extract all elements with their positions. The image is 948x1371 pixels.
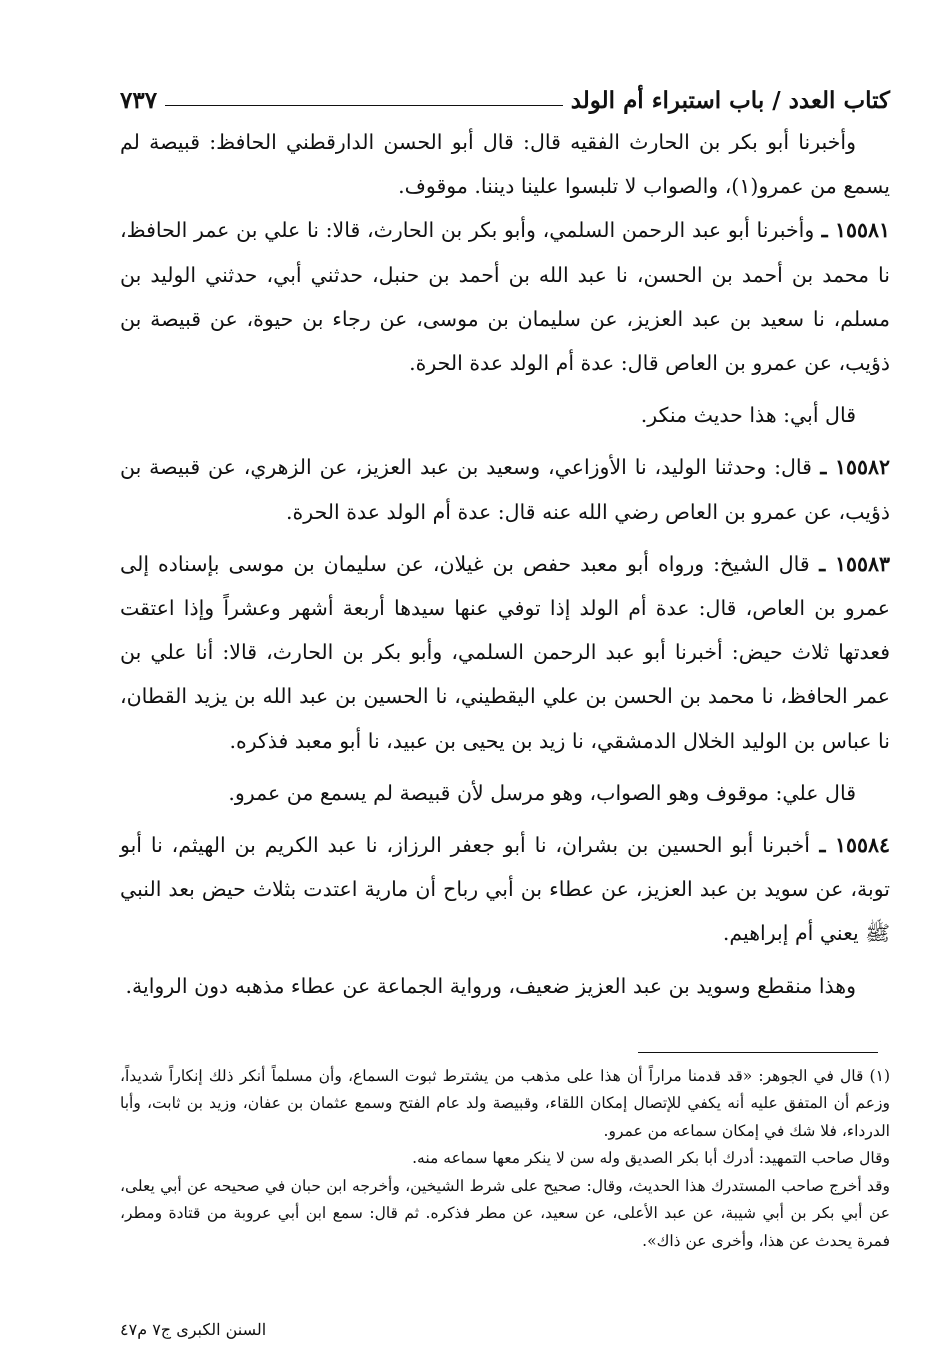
page-number: ٧٣٧ bbox=[120, 87, 158, 114]
footnote: وقد أخرج صاحب المستدرك هذا الحديث، وقال: صحيح على شرط الشيخين، وأخرجه ابن حبان في صحيحه عن أبي يعلى، عن أبي بكر بن أبي شيبة، عن عبد الأعلى، عن سعيد، عن مطر فذكره. ثم قال: سمع ابن أبي عروبة من قتادة ومطر، فمرة يحدث عن هذا، وأخرى عن ذاك». bbox=[120, 1176, 890, 1250]
printer-signature: السنن الكبرى ج٧ م٤٧ bbox=[120, 1320, 267, 1339]
paragraph bbox=[120, 823, 890, 956]
paragraph-text: أخبرنا أبو الحسين بن بشران، نا أبو جعفر الرزاز، نا عبد الكريم بن الهيثم، نا أبو توبة، عن سويد بن عبد العزيز، عن عطاء بن أبي رباح أن مارية اعتدت بثلاث حيض بعد النبي ﷺ يعني أم إبراهيم. bbox=[120, 833, 890, 946]
paragraph-text: قال: وحدثنا الوليد، نا الأوزاعي، وسعيد بن عبد العزيز، عن الزهري، عن قبيصة بن ذؤيب، عن عمرو بن العاص رضي الله عنه قال: عدة أم الولد عدة الحرة. bbox=[120, 455, 890, 524]
footnotes bbox=[120, 1063, 890, 1256]
footnote: وقال صاحب التمهيد: أدرك أبا بكر الصديق وله سن لا ينكر معها سماعه منه. bbox=[412, 1149, 890, 1168]
footnote: (١) قال في الجوهر: «قد قدمنا مراراً أن هذا على مذهب من يشترط ثبوت السماع، وأن مسلماً أنكر ذلك إنكاراً شديداً، وزعم أن المتفق عليه أنه يكفي للإتصال إمكان اللقاء، وقبيصة ولد عام الفتح وسمع عثمان بن عفان، وزيد بن ثابت، وأبا الدرداء، فلا شك في إمكان سماعه من عمرو. bbox=[120, 1066, 890, 1140]
paragraph-text: وهذا منقطع وسويد بن عبد العزيز ضعيف، ورواية الجماعة عن عطاء مذهبه دون الرواية. bbox=[125, 973, 856, 998]
paragraph-text: قال الشيخ: ورواه أبو معبد حفص بن غيلان، عن سليمان بن موسى بإسناده إلى عمرو بن العاص، قال: عدة أم الولد إذا توفي عنها سيدها أربعة أشهر وعشراً وإذا اعتقت فعدتها ثلاث حيض: أخبرنا أبو عبد الرحمن السلمي، وأبو بكر بن الحارث، قالا: أنا علي بن عمر الحافظ، نا محمد بن الحسن بن علي اليقطيني، نا الحسين بن عبد الله بن يزيد القطان، نا عباس بن الوليد الخلال الدمشقي، نا زيد بن يحيى بن عبيد، نا أبو معبد فذكره. bbox=[120, 551, 890, 753]
hadith-number: ١٥٥٨٤ ـ bbox=[809, 833, 890, 858]
paragraph bbox=[120, 208, 890, 385]
header-title: كتاب العدد / باب استبراء أم الولد bbox=[570, 87, 890, 114]
paragraph-text: قال أبي: هذا حديث منكر. bbox=[640, 403, 856, 428]
page bbox=[120, 78, 890, 1255]
running-header bbox=[120, 78, 890, 114]
paragraph bbox=[120, 120, 890, 208]
paragraph bbox=[120, 771, 890, 815]
hadith-number: ١٥٥٨٣ ـ bbox=[809, 551, 891, 576]
hadith-number: ١٥٥٨١ ـ bbox=[814, 218, 890, 243]
main-text bbox=[120, 120, 890, 1008]
footnote-separator bbox=[638, 1052, 878, 1053]
paragraph bbox=[120, 542, 890, 763]
header-rule bbox=[165, 105, 563, 106]
paragraph bbox=[120, 445, 890, 533]
hadith-number: ١٥٥٨٢ ـ bbox=[811, 455, 890, 480]
paragraph-text: قال علي: موقوف وهو الصواب، وهو مرسل لأن قبيصة لم يسمع من عمرو. bbox=[228, 780, 856, 805]
paragraph-text: وأخبرنا أبو بكر بن الحارث الفقيه قال: قال أبو الحسن الدارقطني الحافظ: قبيصة لم يسمع من عمرو(١)، والصواب لا تلبسوا علينا ديننا. موقوف. bbox=[120, 130, 890, 199]
paragraph bbox=[120, 964, 890, 1008]
paragraph-text: وأخبرنا أبو عبد الرحمن السلمي، وأبو بكر بن الحارث، قالا: نا علي بن عمر الحافظ، نا محمد بن أحمد بن الحسن، نا عبد الله بن أحمد بن حنبل، حدثني أبي، حدثني الوليد بن مسلم، نا سعيد بن عبد العزيز، عن سليمان بن موسى، عن رجاء بن حيوة، عن قبيصة بن ذؤيب، عن عمرو بن العاص قال: عدة أم الولد عدة الحرة. bbox=[120, 218, 890, 376]
paragraph bbox=[120, 393, 890, 437]
